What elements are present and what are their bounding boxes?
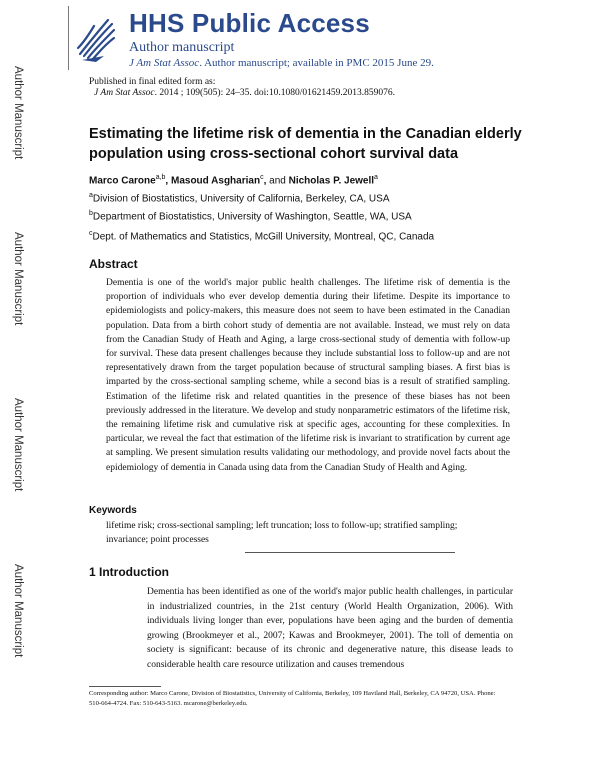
author-separator: , — [165, 175, 171, 187]
keywords-list: lifetime risk; cross-sectional sampling; left truncation; loss to follow-up; stratified sampling; invariance; point processes — [106, 521, 458, 545]
header-divider — [68, 6, 69, 70]
side-label-author-manuscript: Author Manuscript — [12, 398, 24, 492]
side-label-author-manuscript: Author Manuscript — [12, 232, 24, 326]
side-label-author-manuscript: Author Manuscript — [12, 66, 24, 160]
author-affiliation-mark: a,b — [155, 174, 166, 181]
published-in-line: Published in final edited form as: — [89, 77, 216, 87]
affiliation — [89, 192, 389, 204]
affiliation-text: Dept. of Mathematics and Statistics, McGill University, Montreal, QC, Canada — [92, 231, 435, 243]
author-manuscript-label: Author manuscript — [129, 40, 235, 55]
journal-name: J Am Stat Assoc — [129, 57, 200, 69]
hhs-eagle-logo-icon — [74, 14, 116, 66]
side-label-author-manuscript: Author Manuscript — [12, 564, 24, 658]
affiliation-text: Department of Biostatistics, University of Washington, Seattle, WA, USA — [92, 211, 412, 223]
affiliation — [89, 210, 412, 222]
author-list — [89, 174, 378, 186]
affiliation-text: Division of Biostatistics, University of California, Berkeley, CA, USA — [92, 193, 390, 205]
affiliation-mark: b — [89, 210, 93, 217]
keywords-divider — [245, 552, 455, 553]
author-name: Marco Carone — [89, 175, 156, 187]
footnote-divider — [89, 686, 161, 687]
journal-availability — [129, 57, 434, 69]
paper-title: Estimating the lifetime risk of dementia in the Canadian elderly population using cross-sectional cohort survival data — [89, 126, 522, 162]
author-name: Masoud Asgharian — [170, 175, 261, 187]
citation-line — [94, 88, 395, 98]
availability-text: . Author manuscript; available in PMC 2015 June 29. — [199, 57, 434, 69]
affiliation — [89, 230, 434, 242]
affiliation-mark: c — [89, 230, 93, 237]
affiliation-mark: a — [89, 192, 93, 199]
hhs-public-access-title: HHS Public Access — [129, 8, 370, 38]
abstract-body: Dementia is one of the world's major public health challenges. The lifetime risk of dementia is the proportion of individuals who ever develop dementia during their lifetime. Despite its importance to epidemiologists and policy-makers, this measure does not seem to have been estimated in the Canadian population. Data from a birth cohort study of dementia are not available. Instead, we must rely on data from the Canadian Study of Heath and Aging, a large cross-sectional study of dementia with follow-up for survival. These data present challenges because they include substantial loss to follow-up and are not representatively drawn from the target population because of structural sampling biases. A first bias is imparted by the cross-sectional sampling scheme, while a second bias is a result of stratified sampling. Estimation of the lifetime risk and related quantities in the presence of these biases has not been previously addressed in the literature. We develop and study nonparametric estimators of the lifetime risk, the remaining lifetime risk and cumulative risk at specific ages, accounting for these complexities. In particular, we reveal the fact that estimation of the lifetime risk is invariant to stratification by current age at sampling. We present simulation results validating our methodology, and provide novel facts about the epidemiology of dementia in Canada using data from the Canadian Study of Health and Aging. — [106, 278, 510, 473]
author-separator: , — [263, 175, 270, 187]
keywords-heading: Keywords — [89, 505, 137, 516]
corresponding-author-footnote: Corresponding author: Marco Carone, Division of Biostatistics, University of California, Berkeley, 109 Haviland Hall, Berkeley, CA 94720, USA. Phone: 510-664-4724. Fax: 510-643-5163. mcarone@berkeley.edu. — [89, 690, 496, 707]
citation-journal: J Am Stat Assoc — [94, 88, 155, 98]
author-and: and — [269, 175, 289, 187]
abstract-heading: Abstract — [89, 257, 138, 271]
citation-details: . 2014 ; 109(505): 24–35. doi:10.1080/01621459.2013.859076. — [154, 88, 396, 98]
introduction-heading: 1 Introduction — [89, 565, 169, 579]
author-affiliation-mark: a — [374, 174, 378, 181]
introduction-body: Dementia has been identified as one of the world's major public health challenges, in particular in industrialized countries, in the 21st century (World Health Organization, 2006). With individuals living longer than ever, populations have been aging and the burden of dementia growing (Brookmeyer et al., 2007; Kawas and Brookmeyer, 2001). The toll of dementia on society is significant: because of its chronic and degenerative nature, this disease leads to considerable health care resource utilization and causes tremendous — [147, 587, 513, 670]
author-affiliation-mark: c — [260, 174, 264, 181]
author-name: Nicholas P. Jewell — [288, 175, 375, 187]
